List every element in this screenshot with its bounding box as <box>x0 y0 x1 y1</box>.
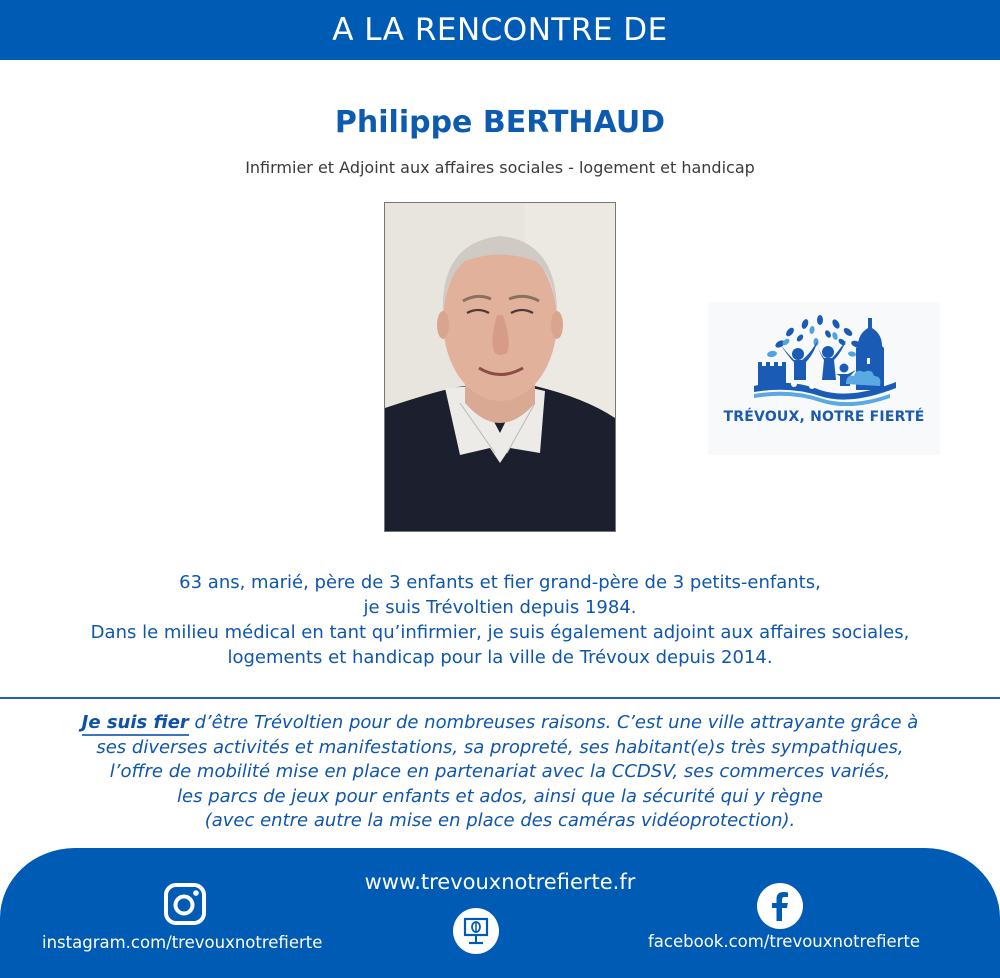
footer <box>0 848 1000 978</box>
pride-line: l’offre de mobilité mise en place en partenariat avec la CCDSV, ses commerces variés, <box>109 761 891 782</box>
facebook-icon[interactable] <box>757 883 803 929</box>
portrait-illustration <box>385 203 615 531</box>
bio-line: logements et handicap pour la ville de Trévoux depuis 2014. <box>227 647 773 668</box>
person-name: Philippe BERTHAUD <box>334 105 666 140</box>
person-role: Infirmier et Adjoint aux affaires sociales - logement et handicap <box>245 158 755 177</box>
section-divider <box>0 697 1000 699</box>
website-link[interactable]: www.trevouxnotrefierte.fr <box>364 870 636 894</box>
instagram-icon[interactable] <box>163 882 207 926</box>
header-title: A LA RENCONTRE DE <box>332 12 668 48</box>
pride-line: (avec entre autre la mise en place des caméras vidéoprotection). <box>204 810 796 831</box>
bio-line: Dans le milieu médical en tant qu’infirmier, je suis également adjoint aux affaires sociales, <box>90 622 910 643</box>
trevoux-logo <box>708 302 940 455</box>
logo-text: TRÉVOUX, NOTRE FIERTÉ <box>723 409 925 425</box>
facebook-link[interactable]: facebook.com/trevouxnotrefierte <box>648 932 921 951</box>
bio-line: je suis Trévoltien depuis 1984. <box>363 597 637 618</box>
website-monitor-icon[interactable] <box>453 908 499 954</box>
pride-line: les parcs de jeux pour enfants et ados, ainsi que la sécurité qui y règne <box>177 785 823 807</box>
tree-castle-logo-icon <box>750 314 900 406</box>
bio-text <box>0 570 1000 670</box>
pride-line <box>0 711 1000 736</box>
header-banner <box>0 0 1000 60</box>
pride-statement <box>0 711 1000 834</box>
instagram-link[interactable]: instagram.com/trevouxnotrefierte <box>42 933 323 952</box>
portrait-photo <box>384 202 616 532</box>
pride-lead: Je suis fier <box>82 712 189 736</box>
bio-line: 63 ans, marié, père de 3 enfants et fier grand-père de 3 petits-enfants, <box>179 572 821 593</box>
pride-line-rest: d’être Trévoltien pour de nombreuses raisons. C’est une ville attrayante grâce à <box>188 712 919 733</box>
pride-line: ses diverses activités et manifestations, sa propreté, ses habitant(e)s très sympathiques, <box>96 736 904 758</box>
